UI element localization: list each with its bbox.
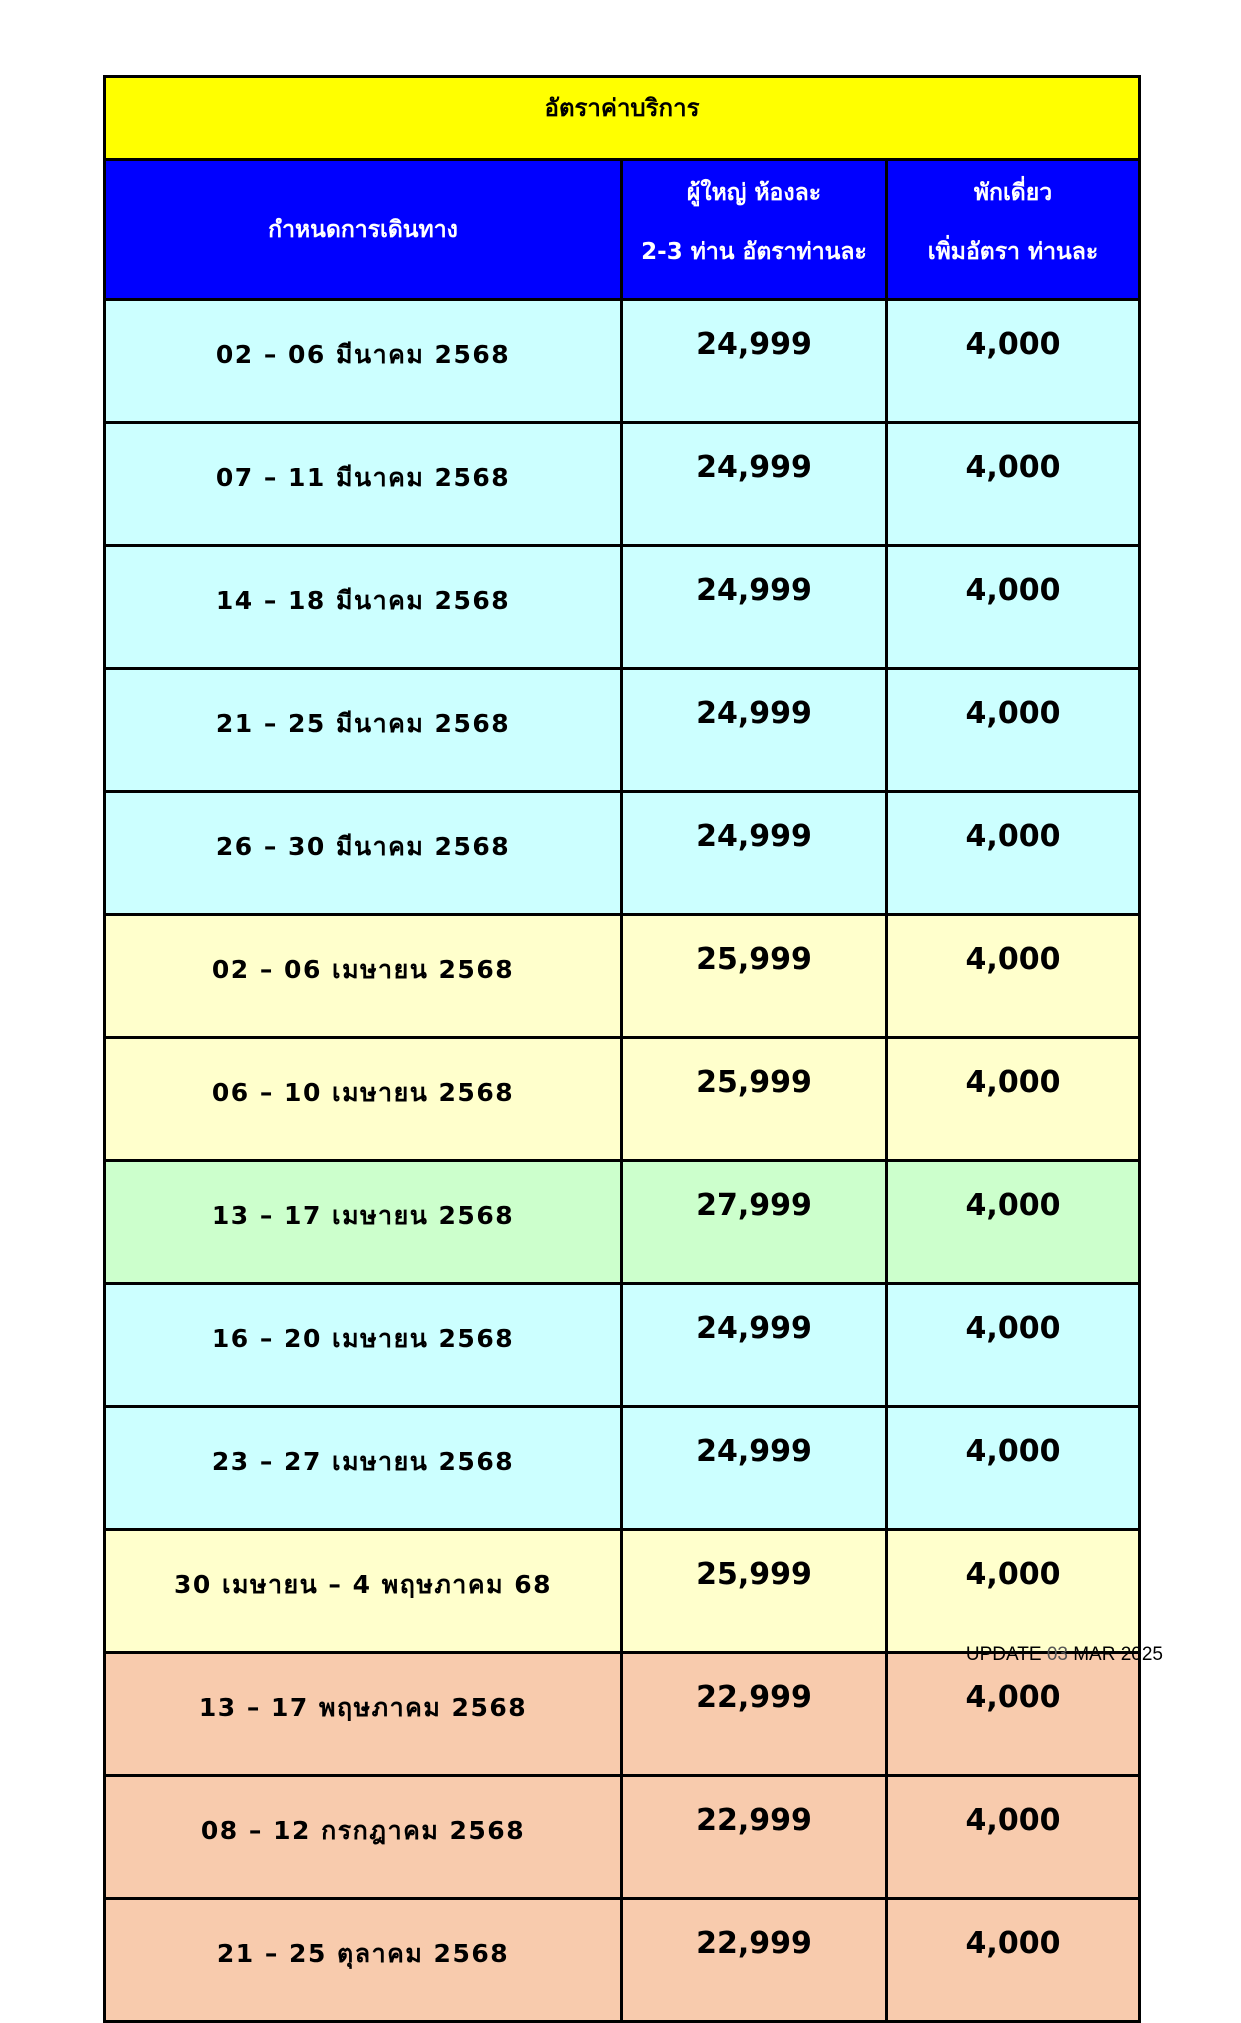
adult-price-cell: 22,999 <box>622 1776 887 1899</box>
travel-date-cell: 16 – 20 เมษายน 2568 <box>105 1284 622 1407</box>
table-row <box>105 1284 1140 1407</box>
adult-price-cell: 27,999 <box>622 1161 887 1284</box>
adult-price-cell: 25,999 <box>622 915 887 1038</box>
single-supplement-cell: 4,000 <box>887 669 1140 792</box>
table-row <box>105 1653 1140 1776</box>
table-row <box>105 669 1140 792</box>
header-single-line1: พักเดี่ยว <box>973 180 1053 206</box>
table-row <box>105 915 1140 1038</box>
single-supplement-cell: 4,000 <box>887 1284 1140 1407</box>
adult-price-cell: 24,999 <box>622 669 887 792</box>
table-title-row <box>105 77 1140 160</box>
travel-date-cell: 26 – 30 มีนาคม 2568 <box>105 792 622 915</box>
header-adult-line1: ผู้ใหญ่ ห้องละ <box>686 180 822 206</box>
table-row <box>105 1530 1140 1653</box>
header-adult-rate <box>622 160 887 300</box>
table-title: อัตราค่าบริการ <box>105 77 1140 160</box>
adult-price-cell: 22,999 <box>622 1899 887 2022</box>
update-note <box>966 1644 1163 1666</box>
travel-date-cell: 23 – 27 เมษายน 2568 <box>105 1407 622 1530</box>
update-suffix: MAR 2025 <box>1067 1644 1163 1665</box>
travel-date-cell: 08 – 12 กรกฎาคม 2568 <box>105 1776 622 1899</box>
travel-date-cell: 21 – 25 มีนาคม 2568 <box>105 669 622 792</box>
single-supplement-cell: 4,000 <box>887 915 1140 1038</box>
table-row <box>105 546 1140 669</box>
single-supplement-cell: 4,000 <box>887 1038 1140 1161</box>
travel-date-cell: 07 – 11 มีนาคม 2568 <box>105 423 622 546</box>
table-header-row <box>105 160 1140 300</box>
travel-date-cell: 30 เมษายน – 4 พฤษภาคม 68 <box>105 1530 622 1653</box>
travel-date-cell: 21 – 25 ตุลาคม 2568 <box>105 1899 622 2022</box>
rate-table <box>103 75 1141 2023</box>
table-row <box>105 1776 1140 1899</box>
adult-price-cell: 22,999 <box>622 1653 887 1776</box>
adult-price-cell: 24,999 <box>622 300 887 423</box>
update-day: 03 <box>1046 1644 1068 1665</box>
travel-date-cell: 14 – 18 มีนาคม 2568 <box>105 546 622 669</box>
adult-price-cell: 25,999 <box>622 1038 887 1161</box>
table-row <box>105 423 1140 546</box>
travel-date-cell: 02 – 06 มีนาคม 2568 <box>105 300 622 423</box>
table-row <box>105 1407 1140 1530</box>
single-supplement-cell: 4,000 <box>887 1776 1140 1899</box>
travel-date-cell: 06 – 10 เมษายน 2568 <box>105 1038 622 1161</box>
table-row <box>105 1038 1140 1161</box>
adult-price-cell: 24,999 <box>622 546 887 669</box>
travel-date-cell: 02 – 06 เมษายน 2568 <box>105 915 622 1038</box>
travel-date-cell: 13 – 17 เมษายน 2568 <box>105 1161 622 1284</box>
header-travel-date <box>105 160 622 300</box>
header-travel-date-label: กำหนดการเดินทาง <box>268 216 458 243</box>
single-supplement-cell: 4,000 <box>887 1653 1140 1776</box>
single-supplement-cell: 4,000 <box>887 1407 1140 1530</box>
table-row <box>105 1161 1140 1284</box>
adult-price-cell: 25,999 <box>622 1530 887 1653</box>
single-supplement-cell: 4,000 <box>887 1530 1140 1653</box>
table-row <box>105 300 1140 423</box>
adult-price-cell: 24,999 <box>622 792 887 915</box>
travel-date-cell: 13 – 17 พฤษภาคม 2568 <box>105 1653 622 1776</box>
header-single-supplement <box>887 160 1140 300</box>
header-single-line2: เพิ่มอัตรา ท่านละ <box>927 239 1099 265</box>
single-supplement-cell: 4,000 <box>887 300 1140 423</box>
single-supplement-cell: 4,000 <box>887 1899 1140 2022</box>
table-row <box>105 1899 1140 2022</box>
table-row <box>105 792 1140 915</box>
single-supplement-cell: 4,000 <box>887 423 1140 546</box>
adult-price-cell: 24,999 <box>622 1407 887 1530</box>
table-body <box>105 300 1140 2022</box>
adult-price-cell: 24,999 <box>622 1284 887 1407</box>
header-adult-line2: 2-3 ท่าน อัตราท่านละ <box>641 239 867 265</box>
single-supplement-cell: 4,000 <box>887 1161 1140 1284</box>
update-prefix: UPDATE <box>965 1644 1047 1665</box>
adult-price-cell: 24,999 <box>622 423 887 546</box>
single-supplement-cell: 4,000 <box>887 792 1140 915</box>
single-supplement-cell: 4,000 <box>887 546 1140 669</box>
